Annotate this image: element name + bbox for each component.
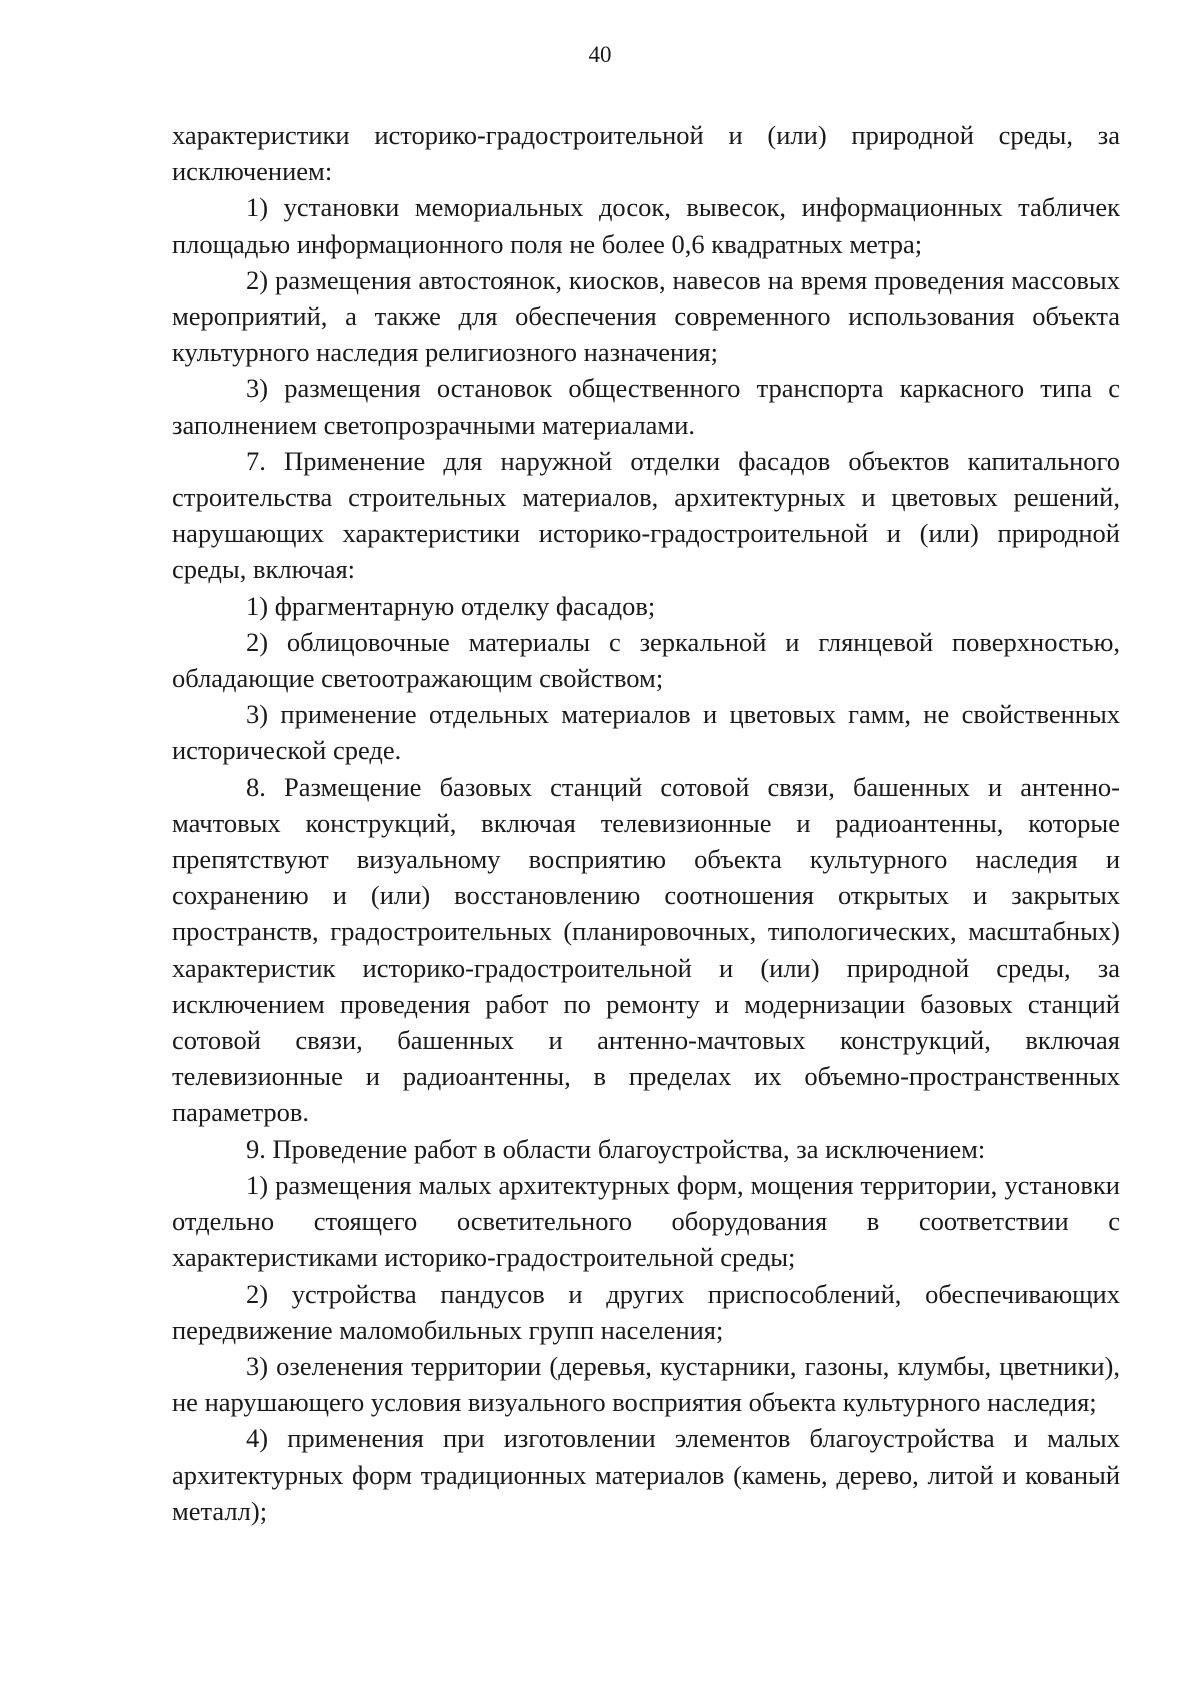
paragraph: 1) фрагментарную отделку фасадов; xyxy=(246,590,656,621)
page-number: 40 xyxy=(588,42,612,67)
document-body xyxy=(172,117,1120,1529)
paragraph: 1) установки мемориальных досок, вывесок, информационных табличек площадью информационного поля не более 0,6 квадратных метра; xyxy=(172,192,1120,259)
paragraph: 9. Проведение работ в области благоустройства, за исключением: xyxy=(246,1133,986,1164)
paragraph: 2) облицовочные материалы с зеркальной и глянцевой поверхностью, обладающие светоотражающим свойством; xyxy=(172,626,1120,694)
paragraph: 7. Применение для наружной отделки фасадов объектов капитального строительства строительных материалов, архитектурных и цветовых решений, нарушающих характеристики историко-градостроительной и (или) природной среды, включая: xyxy=(172,445,1120,585)
paragraph: 3) применение отдельных материалов и цветовых гамм, не свойственных исторической среде. xyxy=(172,699,1120,766)
paragraph: 3) озеленения территории (деревья, кустарники, газоны, клумбы, цветники), не нарушающего условия визуального восприятия объекта культурного наследия; xyxy=(172,1350,1120,1418)
paragraph: 2) размещения автостоянок, киосков, навесов на время проведения массовых мероприятий, а также для обеспечения современного использования объекта культурного наследия религиозного назначения; xyxy=(172,264,1120,368)
paragraph: 4) применения при изготовлении элементов благоустройства и малых архитектурных форм традиционных материалов (камень, дерево, литой и кованый металл); xyxy=(172,1423,1120,1526)
paragraph: 2) устройства пандусов и других приспособлений, обеспечивающих передвижение маломобильных групп населения; xyxy=(172,1278,1120,1345)
paragraph: 3) размещения остановок общественного транспорта каркасного типа с заполнением светопрозрачными материалами. xyxy=(172,373,1120,440)
paragraph: характеристики историко-градостроительной и (или) природной среды, за исключением: xyxy=(172,120,1120,187)
paragraph: 8. Размещение базовых станций сотовой связи, башенных и антенно-мачтовых конструкций, включая телевизионные и радиоантенны, которые препятствуют визуальному восприятию объекта культурного наследия и сохранению и (или) восстановлению соотношения открытых и закрытых пространств, градостроительных (планировочных, типологических, масштабных) характеристик историко-градостроительной и (или) природной среды, за исключением проведения работ по ремонту и модернизации базовых станций сотовой связи, башенных и антенно-мачтовых конструкций, включая телевизионные и радиоантенны, в пределах их объемно-пространственных параметров. xyxy=(172,771,1120,1128)
paragraph: 1) размещения малых архитектурных форм, мощения территории, установки отдельно стоящего осветительного оборудования в соответствии с характеристиками историко-градостроительной среды; xyxy=(172,1169,1120,1273)
